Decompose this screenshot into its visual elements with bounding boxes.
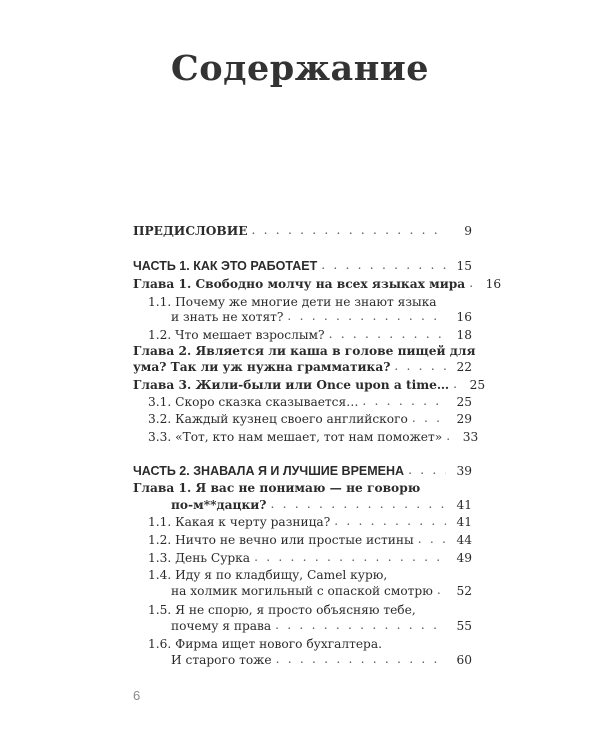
toc-entry-chapter <box>133 374 486 392</box>
toc-entry-section <box>148 511 472 529</box>
toc-leader <box>362 394 446 409</box>
toc-page-number: 9 <box>464 224 472 238</box>
toc-entry-text: 1.1. Какая к черту разница? <box>148 515 331 529</box>
toc-entry-text: ума? Так ли уж нужна грамматика? <box>133 360 391 374</box>
toc-entry-text: Глава 2. Является ли каша в голове пищей для <box>133 344 476 358</box>
toc-entry-chapter <box>133 273 502 291</box>
toc-entry-text: 1.5. Я не спорю, я просто объясняю тебе, <box>148 603 416 617</box>
toc-entry-text: Глава 3. Жили-были или Once upon a time… <box>133 378 450 392</box>
toc-page-number: 55 <box>456 619 472 633</box>
toc-entry-section-cont <box>171 580 472 598</box>
toc-page-number: 22 <box>456 360 472 374</box>
toc-page-number: 33 <box>462 430 479 444</box>
toc-entry-text: 3.2. Каждый кузнец своего английского <box>148 412 408 426</box>
toc-page-number: 16 <box>456 310 472 324</box>
toc-page-number: 39 <box>456 464 472 478</box>
toc-leader <box>408 463 446 478</box>
toc-leader <box>252 223 446 238</box>
toc-entry-text: на холмик могильный с опаской смотрю <box>171 584 433 598</box>
page-number: 6 <box>133 688 141 703</box>
toc-entry-text: ЧАСТЬ 2. ЗНАВАЛА Я И ЛУЧШИЕ ВРЕМЕНА <box>133 464 405 478</box>
toc-page-number: 25 <box>456 395 472 409</box>
toc-entry-text: Глава 1. Свободно молчу на всех языках мира <box>133 277 466 291</box>
toc-leader <box>270 497 446 512</box>
toc-entry-text: 1.1. Почему же многие дети не знают языка <box>148 295 437 309</box>
toc-page-number: 49 <box>456 551 472 565</box>
toc-leader <box>275 618 446 633</box>
toc-entry-chapter-cont <box>133 356 472 374</box>
toc-entry-section-cont <box>171 306 472 324</box>
toc-entry-text: ЧАСТЬ 1. КАК ЭТО РАБОТАЕТ <box>133 259 318 273</box>
toc-entry-text: И старого тоже <box>171 653 272 667</box>
toc-entry-text: Глава 1. Я вас не понимаю — не говорю <box>133 481 421 495</box>
toc-leader <box>321 258 446 273</box>
toc-leader <box>254 550 446 565</box>
toc-entry-text: 3.3. «Тот, кто нам мешает, тот нам поможет» <box>148 430 443 444</box>
toc-entry-section <box>148 408 472 426</box>
toc-entry-text: 1.4. Иду я по кладбищу, Camel курю, <box>148 568 388 582</box>
toc-entry-text: 1.2. Что мешает взрослым? <box>148 328 325 342</box>
toc-entry-part-2 <box>133 460 472 478</box>
toc-page-number: 16 <box>485 277 502 291</box>
toc-leader <box>412 411 446 426</box>
toc-page-number: 41 <box>456 498 472 512</box>
toc-entry-section-cont <box>171 649 472 667</box>
page-title: Содержание <box>170 48 430 89</box>
toc-page-number: 60 <box>456 653 472 667</box>
toc-page-number: 44 <box>456 533 472 547</box>
toc-entry-section <box>148 547 472 565</box>
toc-page-number: 41 <box>456 515 472 529</box>
toc-page-number: 18 <box>456 328 472 342</box>
toc-page-number: 15 <box>456 259 472 273</box>
toc-entry-text: 1.6. Фирма ищет нового бухгалтера. <box>148 637 383 651</box>
toc-entry-text: и знать не хотят? <box>171 310 284 324</box>
toc-entry-text: ПРЕДИСЛОВИЕ <box>133 224 248 238</box>
toc-entry-text: почему я права <box>171 619 272 633</box>
toc-page-number: 29 <box>456 412 472 426</box>
toc-page-number: 25 <box>469 378 486 392</box>
toc-leader <box>418 532 446 547</box>
toc-entry-section <box>148 391 472 409</box>
toc-leader <box>276 652 446 667</box>
toc-entry-section-cont <box>171 615 472 633</box>
toc-entry-text: 1.2. Ничто не вечно или простые истины <box>148 533 414 547</box>
toc-entry-section <box>148 529 472 547</box>
toc-entry-chapter-cont <box>171 494 472 512</box>
toc-page-number: 52 <box>456 584 472 598</box>
toc-leader <box>394 359 446 374</box>
toc-entry-chapter <box>133 477 472 495</box>
toc-entry-section <box>148 426 479 444</box>
toc-leader <box>287 309 446 324</box>
toc-leader <box>437 583 446 598</box>
toc-entry-text: по-м**дацки? <box>171 498 267 512</box>
toc-entry-preface <box>133 220 472 238</box>
toc-entry-text: 1.3. День Сурка <box>148 551 251 565</box>
toc-entry-part-1 <box>133 255 472 273</box>
toc-entry-text: 3.1. Скоро сказка сказывается… <box>148 395 359 409</box>
toc-leader <box>334 514 446 529</box>
